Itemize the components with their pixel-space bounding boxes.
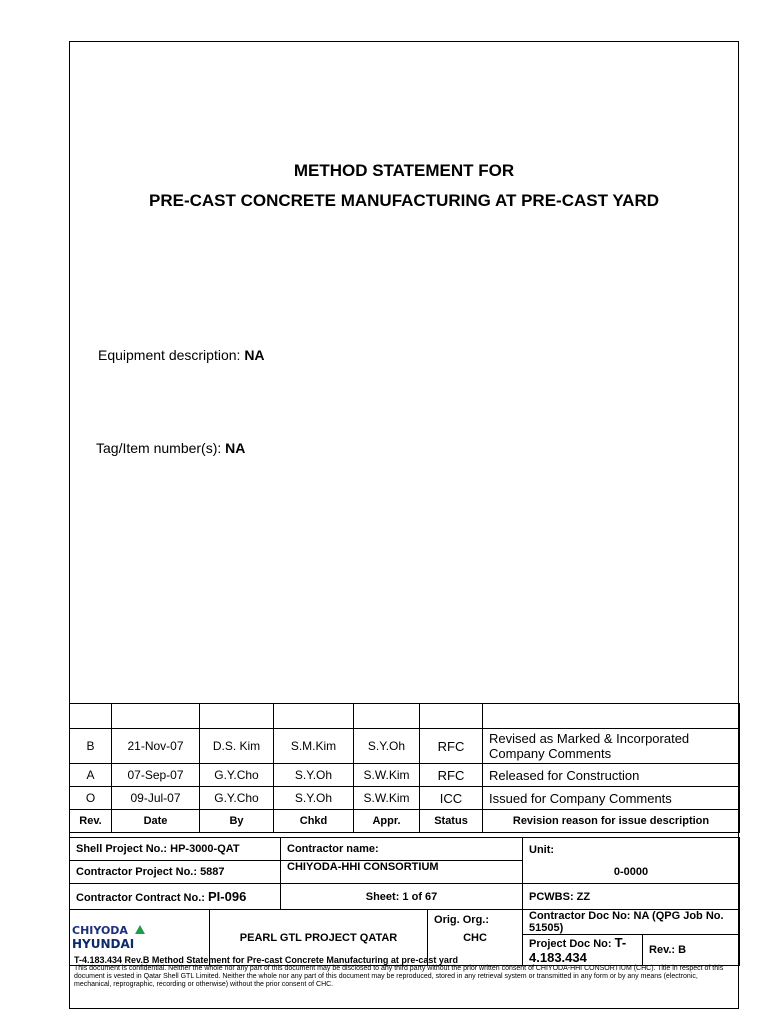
blank-cell — [200, 704, 274, 729]
status-cell: RFC — [420, 764, 483, 787]
header-by: By — [200, 810, 274, 833]
blank-cell — [483, 704, 740, 729]
table-row — [70, 910, 740, 935]
shell-project-no: Shell Project No.: HP-3000-QAT — [70, 838, 281, 861]
status-cell: ICC — [420, 787, 483, 810]
description-cell: Released for Construction — [483, 764, 740, 787]
table-row — [70, 729, 740, 764]
project-doc-label: Project Doc No: — [529, 938, 615, 950]
header-date: Date — [112, 810, 200, 833]
revision-table — [69, 703, 740, 833]
blank-cell — [420, 704, 483, 729]
chkd-cell: S.M.Kim — [274, 729, 354, 764]
hyundai-triangle-icon — [135, 925, 145, 934]
chkd-cell: S.Y.Oh — [274, 787, 354, 810]
description-cell: Revised as Marked & Incorporated Company Comments — [483, 729, 740, 764]
by-cell: D.S. Kim — [200, 729, 274, 764]
rev-cell: A — [70, 764, 112, 787]
unit-label: Unit: — [529, 844, 555, 856]
rev-cell: O — [70, 787, 112, 810]
by-cell: G.Y.Cho — [200, 787, 274, 810]
appr-cell: S.W.Kim — [354, 764, 420, 787]
header-chkd: Chkd — [274, 810, 354, 833]
blank-cell — [354, 704, 420, 729]
status-cell: RFC — [420, 729, 483, 764]
equipment-value: NA — [244, 347, 265, 363]
unit-cell — [523, 838, 740, 884]
contractor-project-no: Contractor Project No.: 5887 — [70, 861, 281, 884]
title-block-table — [69, 837, 740, 966]
contractor-contract-no — [70, 884, 281, 910]
date-cell: 21-Nov-07 — [112, 729, 200, 764]
pcwbs: PCWBS: ZZ — [523, 884, 740, 910]
rev-cell: B — [70, 729, 112, 764]
description-cell: Issued for Company Comments — [483, 787, 740, 810]
blank-cell — [112, 704, 200, 729]
by-cell: G.Y.Cho — [200, 764, 274, 787]
document-frame — [69, 41, 739, 1009]
orig-org-label: Orig. Org.: — [434, 914, 490, 926]
contractor-name: CHIYODA-HHI CONSORTIUM — [281, 861, 523, 884]
project-doc-value: T-4.183.434 — [529, 935, 627, 965]
unit-value: 0-0000 — [613, 866, 649, 878]
project-name: PEARL GTL PROJECT QATAR — [210, 910, 428, 966]
sheet-number: Sheet: 1 of 67 — [281, 884, 523, 910]
equipment-description — [98, 347, 265, 363]
hyundai-logo: HYUNDAI — [72, 937, 135, 951]
table-row — [70, 838, 740, 861]
orig-org-value: CHC — [463, 932, 487, 944]
footer-title: T-4.183.434 Rev.B Method Statement for Pre-cast Concrete Manufacturing at pre-cast yard — [74, 955, 458, 965]
contract-label: Contractor Contract No.: — [76, 892, 208, 904]
blank-cell — [70, 704, 112, 729]
tag-label: Tag/Item number(s): — [96, 440, 226, 456]
table-row — [70, 884, 740, 910]
tag-value: NA — [225, 440, 246, 456]
blank-cell — [274, 704, 354, 729]
appr-cell: S.Y.Oh — [354, 729, 420, 764]
table-header-row — [70, 810, 740, 833]
header-appr: Appr. — [354, 810, 420, 833]
date-cell: 09-Jul-07 — [112, 787, 200, 810]
header-description: Revision reason for issue description — [483, 810, 740, 833]
document-title-line1: METHOD STATEMENT FOR — [293, 161, 515, 180]
table-row — [70, 787, 740, 810]
date-cell: 07-Sep-07 — [112, 764, 200, 787]
equipment-label: Equipment description: — [98, 347, 245, 363]
table-row — [70, 704, 740, 729]
tag-item-numbers — [96, 440, 245, 456]
chkd-cell: S.Y.Oh — [274, 764, 354, 787]
contractor-name-label: Contractor name: — [281, 838, 523, 861]
revision-code: Rev.: B — [643, 935, 740, 966]
appr-cell: S.W.Kim — [354, 787, 420, 810]
footer — [70, 955, 738, 989]
header-status: Status — [420, 810, 483, 833]
table-row — [70, 764, 740, 787]
contract-value: PI-096 — [208, 889, 247, 904]
chiyoda-logo: CHIYODA — [72, 924, 128, 937]
document-title-line2: PRE-CAST CONCRETE MANUFACTURING AT PRE-CAST YARD — [148, 191, 660, 210]
contractor-doc-no: Contractor Doc No: NA (QPG Job No. 51505) — [523, 910, 740, 935]
header-rev: Rev. — [70, 810, 112, 833]
footer-disclaimer: This document is confidential. Neither the whole nor any part of this document may be disclosed to any third party without the prior written consent of CHIYODA-HHI CONSORTIUM (CHC). Title in respect of this document is vested in Qatar Shell GTL Limited. Neither the whole nor any part of this document may be reproduced, stored in any retrieval system or transmitted in any form or by any means (electronic, mechanical, reprographic, recording or otherwise) without the prior consent of CHC. — [74, 965, 724, 988]
